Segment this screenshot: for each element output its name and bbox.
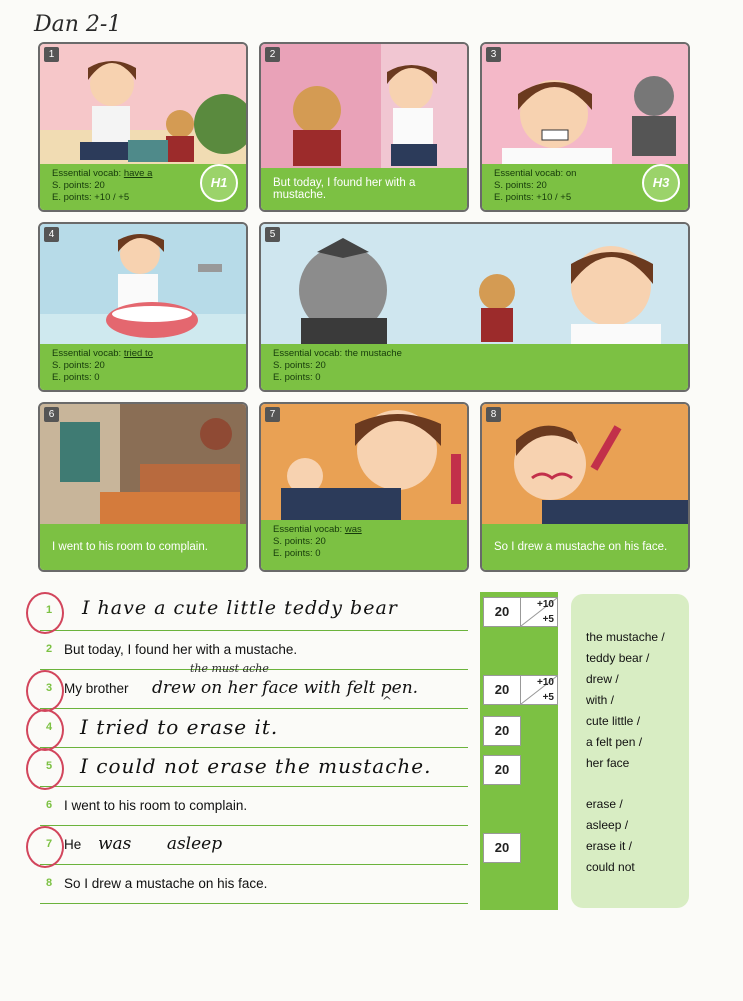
panel-illustration — [482, 404, 688, 524]
panel-illustration — [261, 224, 688, 348]
comic-panel-5 — [259, 222, 690, 392]
e-points: E. points: 0 — [273, 548, 321, 559]
panel-illustration — [261, 404, 467, 524]
s-score-box: 20 — [483, 597, 521, 627]
e-score-box: +10 +5 — [520, 597, 558, 627]
printed-prompt: My brother — [64, 681, 129, 696]
answer-row-6 — [40, 787, 468, 826]
panel-sentence: But today, I found her with a mustache. — [273, 177, 416, 201]
panel-number: 6 — [44, 407, 59, 422]
e-points: E. points: +10 / +5 — [52, 192, 130, 203]
panel-sentence: I went to his room to complain. — [52, 541, 208, 553]
word-bank-item: could not — [586, 860, 635, 874]
panel-illustration — [40, 404, 246, 524]
comic-panel-4 — [38, 222, 248, 392]
hint-badge[interactable]: H3 — [642, 164, 680, 202]
word-bank-item: erase it / — [586, 839, 633, 853]
answer-row-4 — [40, 709, 468, 748]
panel-number: 3 — [486, 47, 501, 62]
hint-badge[interactable]: H1 — [200, 164, 238, 202]
panel-caption — [40, 524, 246, 570]
row-number: 6 — [46, 799, 53, 811]
handwritten-answer[interactable]: drew on her face with felt pen. — [152, 678, 419, 698]
grading-circle — [26, 826, 64, 868]
comic-panel-3 — [480, 42, 690, 212]
vocab-label: Essential vocab: — [494, 168, 564, 179]
panel-number: 4 — [44, 227, 59, 242]
row-number: 4 — [46, 721, 53, 733]
answer-row-8 — [40, 865, 468, 904]
grading-circle — [26, 709, 64, 751]
e-points: E. points: 0 — [52, 372, 100, 383]
vocab-word: on — [565, 168, 577, 179]
vocab-label: Essential vocab: — [52, 168, 122, 179]
s-score-box: 20 — [483, 675, 521, 705]
vocab-word: tried to — [123, 348, 153, 359]
s-points: S. points: 20 — [273, 360, 326, 371]
panel-sentence: So I drew a mustache on his face. — [494, 541, 668, 553]
vocab-word: the mustache — [344, 348, 402, 359]
word-bank-item: a felt pen / — [586, 735, 643, 749]
vocab-label: Essential vocab: — [273, 348, 343, 359]
vocab-word: was — [344, 524, 362, 535]
word-bank-item: her face — [586, 756, 630, 770]
s-points: S. points: 20 — [52, 360, 105, 371]
answer-row-1 — [40, 592, 468, 631]
vocab-word: have a — [123, 168, 153, 179]
grading-circle — [26, 592, 64, 634]
word-bank-item: erase / — [586, 797, 623, 811]
panel-caption — [40, 344, 246, 390]
comic-panel-7 — [259, 402, 469, 572]
printed-prompt: He — [64, 837, 82, 852]
handwritten-correction: the must ache — [190, 662, 269, 675]
row-number: 8 — [46, 877, 53, 889]
word-bank-item: with / — [586, 693, 615, 707]
panel-number: 2 — [265, 47, 280, 62]
s-points: S. points: 20 — [273, 536, 326, 547]
panel-number: 8 — [486, 407, 501, 422]
panel-number: 1 — [44, 47, 59, 62]
handwritten-answer[interactable]: was asleep — [98, 834, 223, 854]
answer-row-7 — [40, 826, 468, 865]
panel-caption — [261, 520, 467, 570]
handwritten-name: Dan 2-1 — [34, 12, 122, 37]
panel-illustration — [482, 44, 688, 168]
vocab-label: Essential vocab: — [52, 348, 122, 359]
e-score-box: +10 +5 — [520, 675, 558, 705]
panel-caption — [261, 168, 467, 210]
word-bank-item: teddy bear / — [586, 651, 650, 665]
row-number: 5 — [46, 760, 53, 772]
comic-panel-2 — [259, 42, 469, 212]
printed-sentence: I went to his room to complain. — [64, 798, 248, 813]
word-bank-item: cute little / — [586, 714, 641, 728]
insertion-caret: ^ — [382, 694, 393, 708]
handwritten-answer[interactable]: I could not erase the mustache. — [80, 754, 432, 778]
comic-panel-6 — [38, 402, 248, 572]
panel-caption — [482, 524, 688, 570]
s-score-box: 20 — [483, 755, 521, 785]
panel-illustration — [40, 224, 246, 348]
handwritten-answer[interactable]: I tried to erase it. — [80, 715, 279, 739]
row-number: 1 — [46, 604, 53, 616]
grading-circle — [26, 670, 64, 712]
row-number: 2 — [46, 643, 53, 655]
s-score-box: 20 — [483, 833, 521, 863]
comic-panel-1 — [38, 42, 248, 212]
answer-row-5 — [40, 748, 468, 787]
row-number: 3 — [46, 682, 53, 694]
printed-sentence: But today, I found her with a mustache. — [64, 642, 298, 657]
panel-caption — [261, 344, 688, 390]
e-points: E. points: +10 / +5 — [494, 192, 572, 203]
comic-panel-8 — [480, 402, 690, 572]
panel-number: 5 — [265, 227, 280, 242]
word-bank-item: drew / — [586, 672, 619, 686]
grading-circle — [26, 748, 64, 790]
s-score-box: 20 — [483, 716, 521, 746]
e-points: E. points: 0 — [273, 372, 321, 383]
word-bank-item: asleep / — [586, 818, 629, 832]
panel-illustration — [261, 44, 467, 168]
vocab-label: Essential vocab: — [273, 524, 343, 535]
s-points: S. points: 20 — [52, 180, 105, 191]
answer-row-3 — [40, 662, 468, 709]
word-bank-item: the mustache / — [586, 630, 665, 644]
row-number: 7 — [46, 838, 53, 850]
panel-number: 7 — [265, 407, 280, 422]
printed-sentence: So I drew a mustache on his face. — [64, 876, 268, 891]
handwritten-answer[interactable]: I have a cute little teddy bear — [82, 597, 398, 619]
s-points: S. points: 20 — [494, 180, 547, 191]
panel-illustration — [40, 44, 246, 168]
